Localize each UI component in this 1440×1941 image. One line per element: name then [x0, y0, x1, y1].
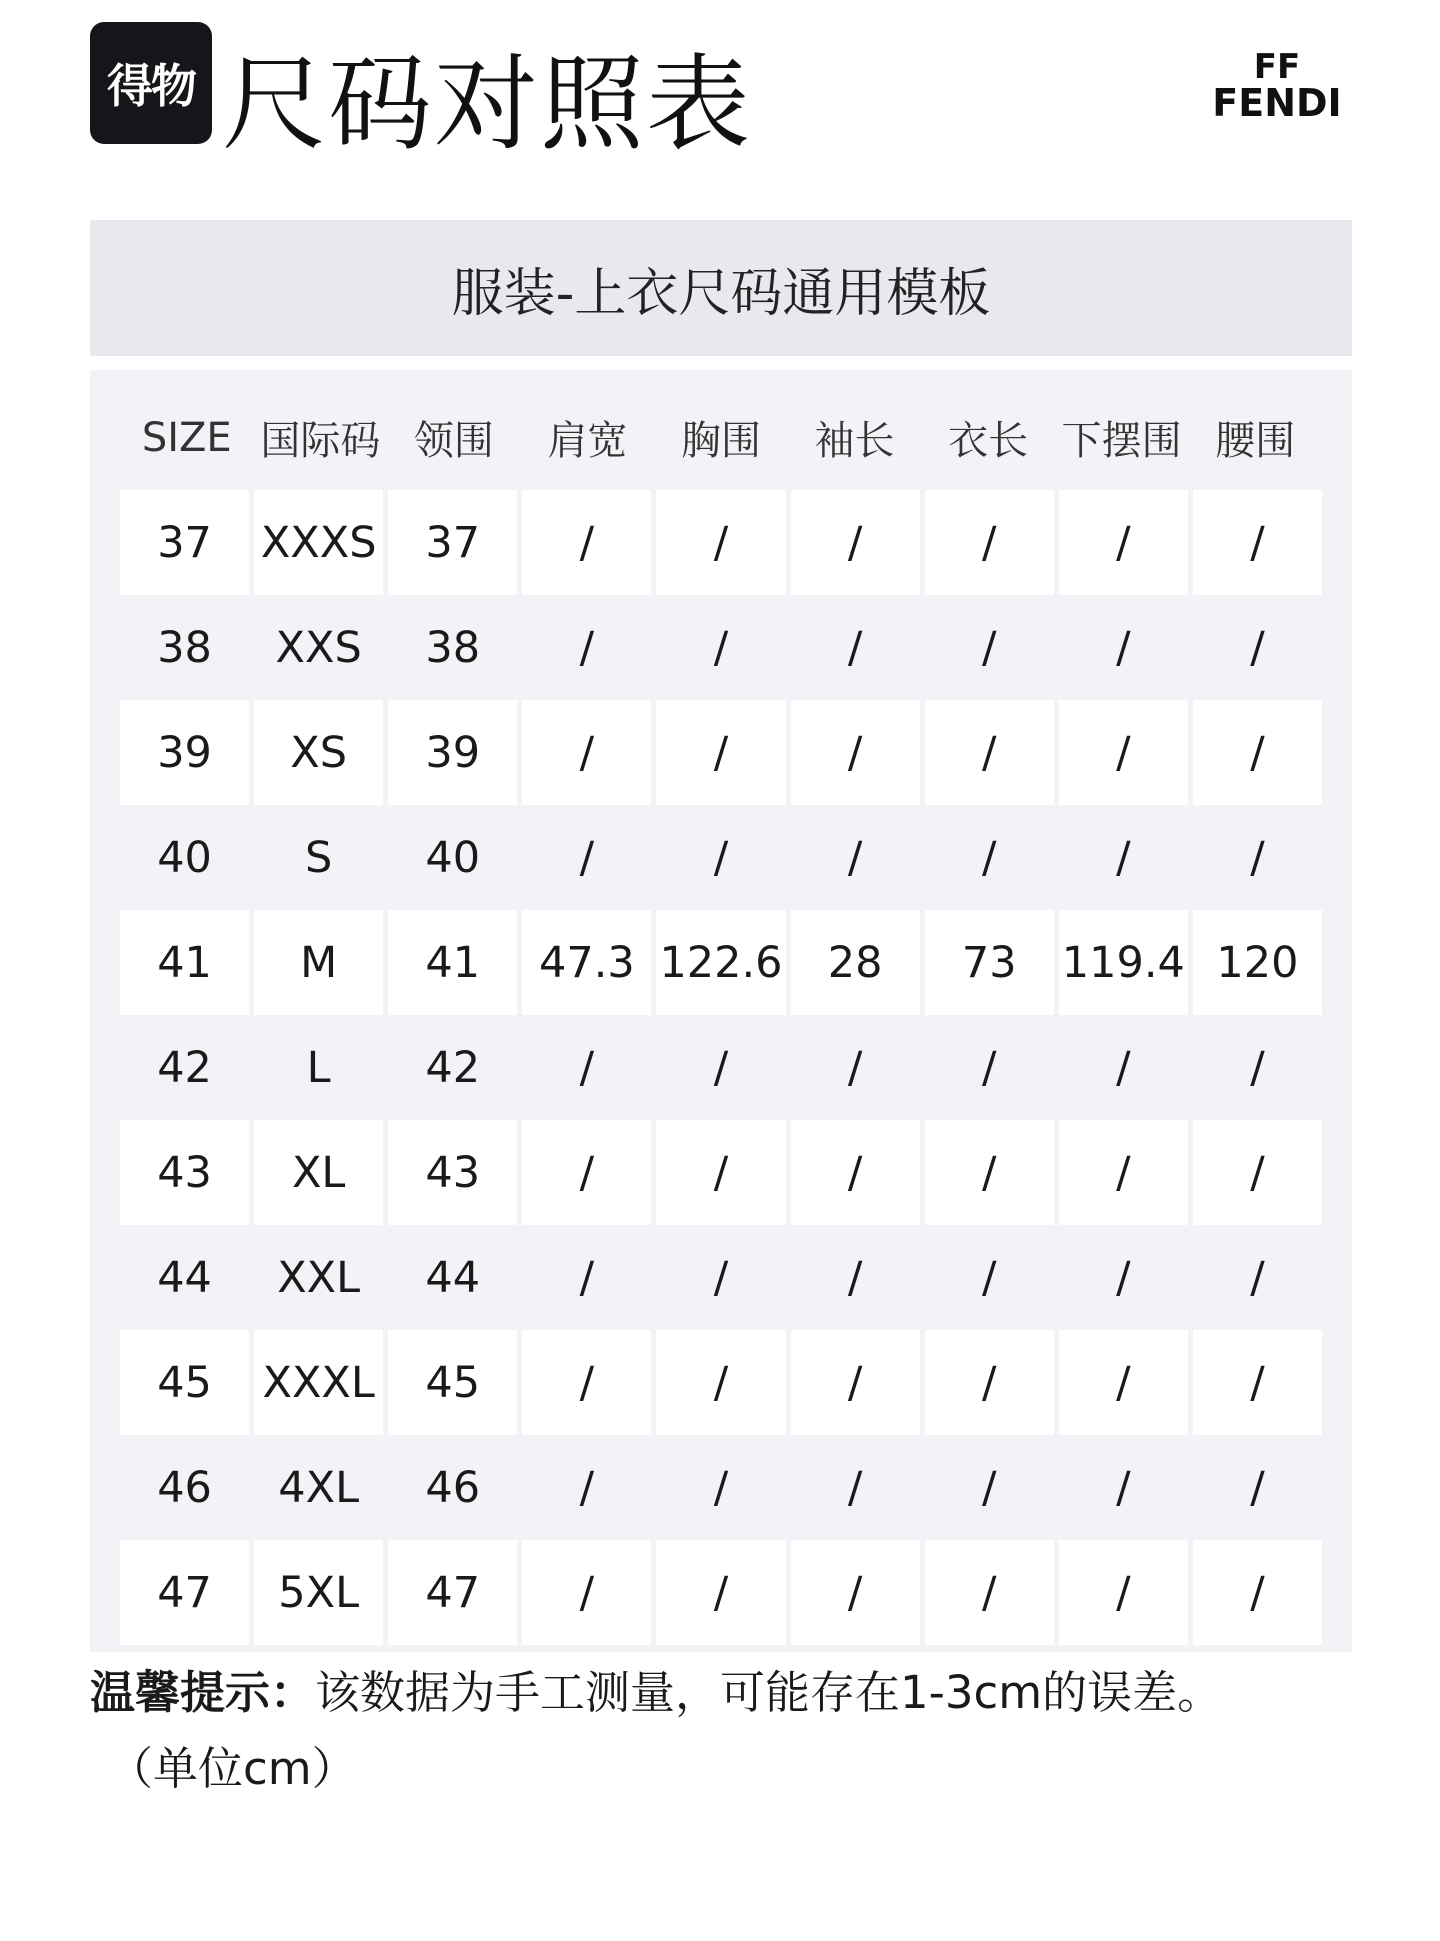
- table-cell: XXXL: [254, 1330, 383, 1435]
- table-cell: /: [847, 1252, 863, 1303]
- table-cell: /: [522, 1540, 651, 1645]
- size-table: [90, 370, 1352, 1652]
- table-cell: 122.6: [656, 910, 785, 1015]
- tip-label: 温馨提示：: [90, 1666, 316, 1719]
- table-cell: 38: [157, 622, 212, 673]
- table-cell: /: [1250, 1252, 1265, 1303]
- fendi-wordmark: FENDI: [1212, 81, 1342, 125]
- table-cell: /: [1250, 1042, 1265, 1093]
- table-cell: /: [847, 1462, 863, 1513]
- table-cell: /: [925, 1120, 1054, 1225]
- table-cell: /: [1193, 490, 1322, 595]
- table-row: [120, 1435, 1322, 1540]
- table-row: [120, 490, 1322, 595]
- table-cell: /: [713, 622, 729, 673]
- table-row: [120, 700, 1322, 805]
- table-row: [120, 805, 1322, 910]
- table-cell: /: [925, 490, 1054, 595]
- table-row: [120, 910, 1322, 1015]
- table-cell: 44: [425, 1252, 481, 1303]
- table-cell: /: [713, 1462, 729, 1513]
- table-cell: 39: [120, 700, 249, 805]
- table-body: [120, 490, 1322, 1645]
- table-cell: 119.4: [1059, 910, 1188, 1015]
- table-cell: XXL: [277, 1252, 361, 1303]
- table-cell: XXS: [275, 622, 362, 673]
- table-cell: 42: [157, 1042, 212, 1093]
- table-cell: 40: [157, 832, 212, 883]
- table-cell: /: [925, 700, 1054, 805]
- table-cell: /: [981, 1252, 997, 1303]
- table-cell: /: [579, 1042, 595, 1093]
- table-cell: /: [791, 700, 920, 805]
- table-cell: /: [1193, 1540, 1322, 1645]
- table-cell: /: [656, 700, 785, 805]
- table-cell: /: [1059, 1120, 1188, 1225]
- page-title: 尺码对照表: [222, 43, 753, 165]
- table-cell: 47: [388, 1540, 517, 1645]
- table-cell: /: [1250, 622, 1265, 673]
- table-cell: /: [1116, 1462, 1131, 1513]
- table-cell: /: [847, 622, 863, 673]
- section-title: 服装-上衣尺码通用模板: [90, 220, 1352, 356]
- table-cell: /: [656, 1120, 785, 1225]
- table-cell: 42: [425, 1042, 481, 1093]
- table-cell: /: [713, 1042, 729, 1093]
- fendi-ff-icon: FF: [1253, 47, 1301, 87]
- table-cell: /: [847, 1042, 863, 1093]
- table-cell: 44: [157, 1252, 212, 1303]
- table-cell: L: [306, 1042, 331, 1093]
- dewu-logo-text: 得物: [107, 59, 195, 113]
- table-cell: 46: [425, 1462, 481, 1513]
- table-cell: /: [1059, 700, 1188, 805]
- table-cell: /: [713, 1252, 729, 1303]
- table-cell: /: [791, 490, 920, 595]
- table-row: [120, 1015, 1322, 1120]
- table-cell: 37: [120, 490, 249, 595]
- table-cell: 28: [791, 910, 920, 1015]
- table-cell: /: [713, 832, 729, 883]
- table-cell: 37: [388, 490, 517, 595]
- table-cell: S: [305, 832, 333, 883]
- table-row: [120, 1225, 1322, 1330]
- table-cell: /: [656, 1540, 785, 1645]
- table-cell: /: [847, 832, 863, 883]
- table-cell: /: [522, 1330, 651, 1435]
- table-cell: 45: [388, 1330, 517, 1435]
- table-cell: /: [1059, 1540, 1188, 1645]
- column-header: 腰围: [1215, 418, 1296, 464]
- table-cell: /: [579, 1252, 595, 1303]
- table-cell: /: [1193, 700, 1322, 805]
- table-cell: /: [1059, 1330, 1188, 1435]
- table-cell: /: [579, 1462, 595, 1513]
- table-cell: /: [522, 1120, 651, 1225]
- fendi-logo: [1212, 47, 1342, 125]
- column-header: 肩宽: [547, 418, 628, 464]
- table-cell: /: [1116, 622, 1131, 673]
- column-header: 下摆围: [1061, 418, 1182, 464]
- table-cell: 38: [425, 622, 481, 673]
- table-cell: 4XL: [278, 1462, 360, 1513]
- table-cell: /: [981, 832, 997, 883]
- table-cell: /: [925, 1540, 1054, 1645]
- table-cell: /: [791, 1540, 920, 1645]
- table-cell: XS: [254, 700, 383, 805]
- table-cell: /: [1193, 1330, 1322, 1435]
- table-cell: 5XL: [254, 1540, 383, 1645]
- table-cell: /: [925, 1330, 1054, 1435]
- tip-note: [90, 1664, 1370, 1723]
- column-header: 袖长: [814, 418, 895, 464]
- column-header: 国际码: [260, 418, 381, 464]
- table-cell: /: [981, 1042, 997, 1093]
- table-cell: /: [1116, 832, 1131, 883]
- table-row: [120, 595, 1322, 700]
- table-cell: /: [981, 622, 997, 673]
- column-header: SIZE: [141, 414, 232, 461]
- table-cell: /: [981, 1462, 997, 1513]
- table-cell: 45: [120, 1330, 249, 1435]
- table-cell: M: [254, 910, 383, 1015]
- table-row: [120, 1330, 1322, 1435]
- table-cell: 46: [157, 1462, 212, 1513]
- table-cell: /: [1116, 1252, 1131, 1303]
- unit-note: （单位cm）: [108, 1742, 357, 1795]
- column-header: 领围: [413, 418, 494, 464]
- column-header: 胸围: [680, 418, 761, 464]
- table-cell: 47: [120, 1540, 249, 1645]
- table-cell: 40: [425, 832, 481, 883]
- table-cell: /: [656, 490, 785, 595]
- table-cell: /: [656, 1330, 785, 1435]
- table-header-row: [120, 390, 1322, 485]
- table-cell: 120: [1193, 910, 1322, 1015]
- tip-text: 该数据为手工测量，可能存在1-3cm的误差。: [315, 1666, 1223, 1719]
- page-header: [90, 22, 1350, 182]
- table-cell: /: [1059, 490, 1188, 595]
- table-cell: /: [791, 1120, 920, 1225]
- table-cell: /: [791, 1330, 920, 1435]
- table-cell: /: [522, 490, 651, 595]
- table-cell: 47.3: [522, 910, 651, 1015]
- table-cell: /: [1250, 1462, 1265, 1513]
- column-header: 衣长: [948, 418, 1029, 464]
- dewu-logo: [90, 22, 212, 144]
- table-cell: /: [1116, 1042, 1131, 1093]
- table-cell: XL: [254, 1120, 383, 1225]
- table-cell: /: [522, 700, 651, 805]
- table-cell: /: [579, 622, 595, 673]
- table-cell: 73: [925, 910, 1054, 1015]
- table-cell: 43: [120, 1120, 249, 1225]
- table-cell: 43: [388, 1120, 517, 1225]
- table-cell: 41: [388, 910, 517, 1015]
- table-cell: /: [1250, 832, 1265, 883]
- table-cell: /: [1193, 1120, 1322, 1225]
- table-row: [120, 1120, 1322, 1225]
- table-cell: 39: [388, 700, 517, 805]
- table-cell: 41: [120, 910, 249, 1015]
- table-row: [120, 1540, 1322, 1645]
- table-cell: /: [579, 832, 595, 883]
- table-cell: XXXS: [254, 490, 383, 595]
